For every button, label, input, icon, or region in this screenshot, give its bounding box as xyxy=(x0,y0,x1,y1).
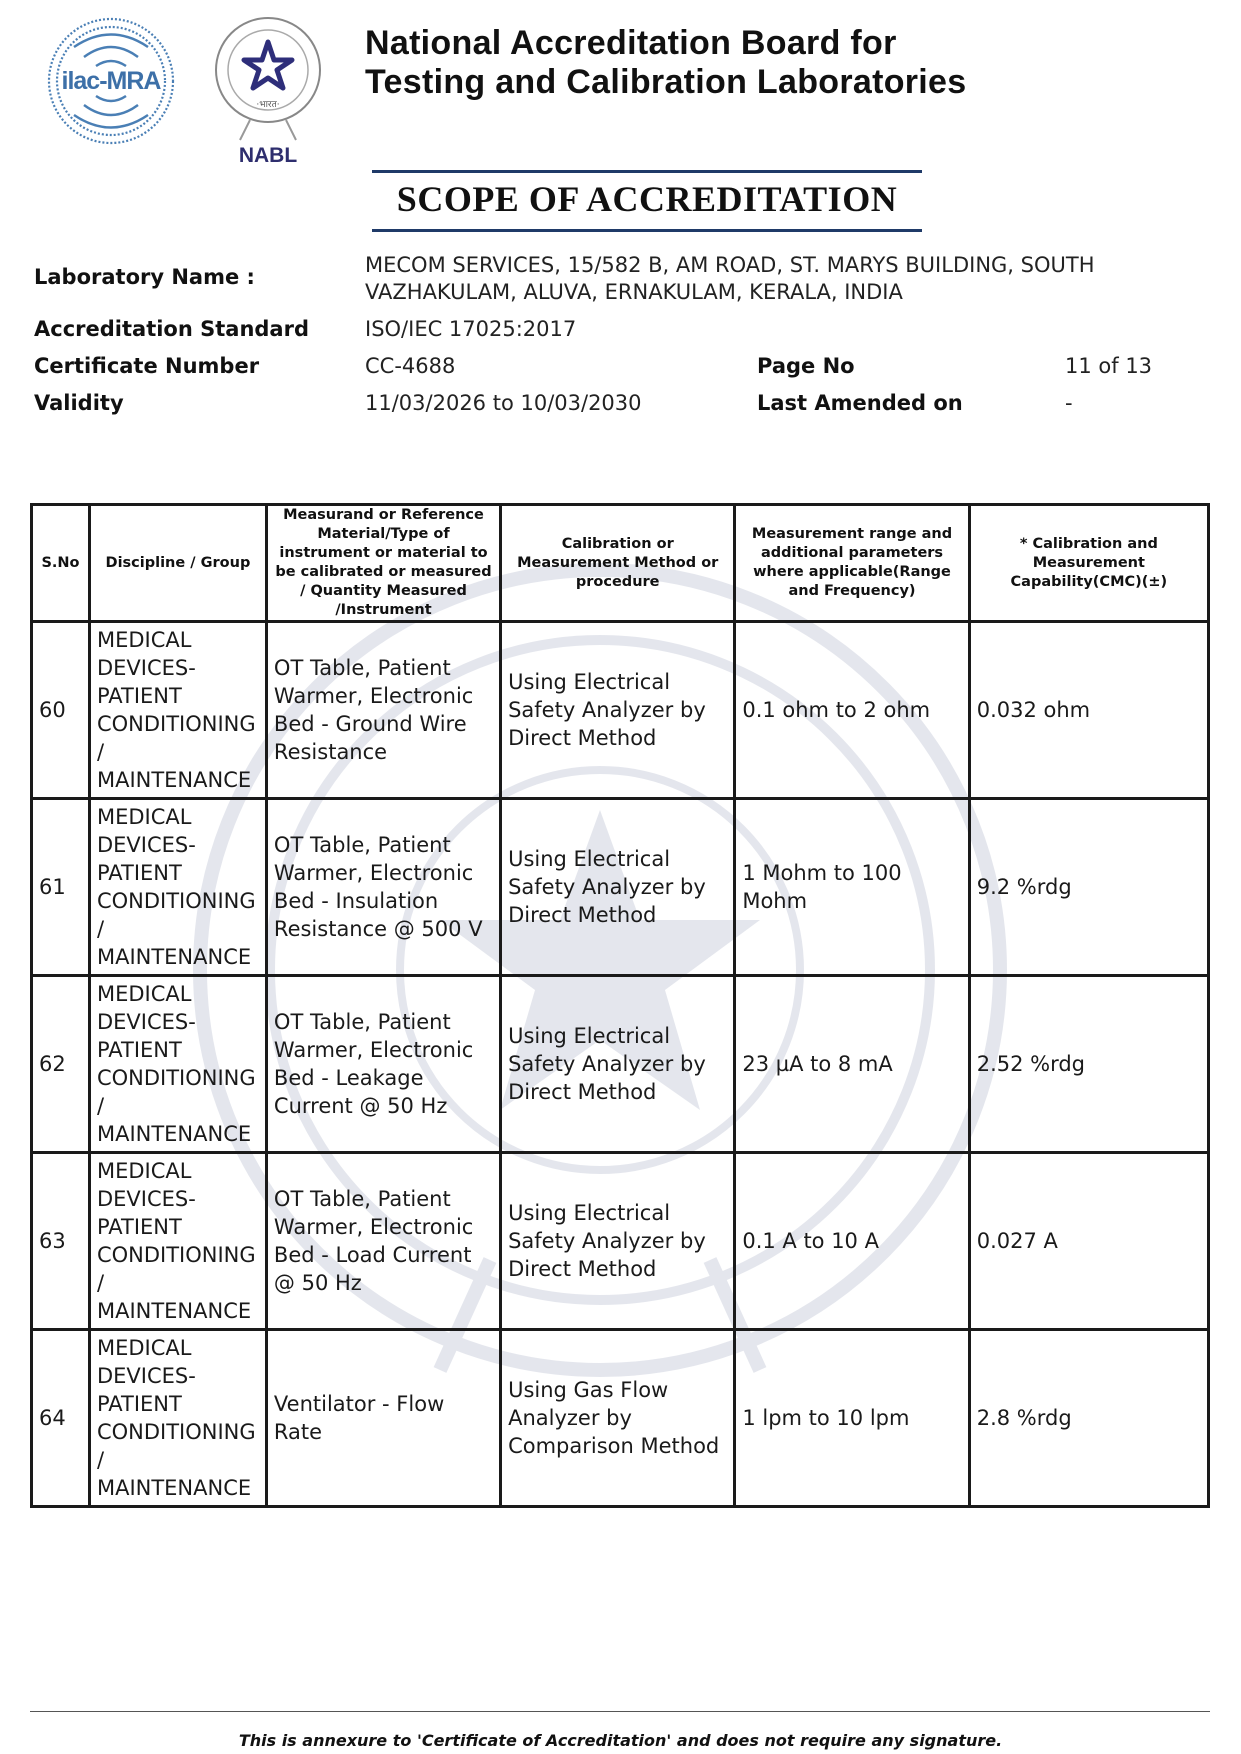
cell-cmc: 0.027 A xyxy=(969,1153,1208,1330)
standard-label: Accreditation Standard xyxy=(34,317,309,341)
table-row xyxy=(32,1153,1209,1330)
cell-method: Using Gas Flow Analyzer by Comparison Method xyxy=(501,1330,735,1507)
cell-sno: 64 xyxy=(32,1330,90,1507)
cell-cmc: 2.52 %rdg xyxy=(969,976,1208,1153)
column-header-range: Measurement range and additional parameters where applicable(Range and Frequency) xyxy=(735,505,969,622)
organization-name-line1: National Accreditation Board for xyxy=(365,24,897,62)
organization-name xyxy=(365,24,966,102)
lab-name-value xyxy=(365,252,1095,306)
footer-divider xyxy=(30,1711,1210,1712)
cell-sno: 62 xyxy=(32,976,90,1153)
cell-discipline: MEDICAL DEVICES- PATIENT CONDITIONING / MAINTENANCE xyxy=(89,1330,266,1507)
svg-text:ilac-MRA: ilac-MRA xyxy=(61,67,161,95)
table-row xyxy=(32,622,1209,799)
organization-name-line2: Testing and Calibration Laboratories xyxy=(365,63,967,101)
scope-title-box xyxy=(372,170,922,232)
cell-range: 0.1 A to 10 A xyxy=(735,1153,969,1330)
cell-discipline: MEDICAL DEVICES- PATIENT CONDITIONING / MAINTENANCE xyxy=(89,1153,266,1330)
table-header-row xyxy=(32,505,1209,622)
table-row xyxy=(32,1330,1209,1507)
cell-range: 0.1 ohm to 2 ohm xyxy=(735,622,969,799)
cell-method: Using Electrical Safety Analyzer by Direct Method xyxy=(501,799,735,976)
nabl-logo xyxy=(210,12,326,172)
cell-method: Using Electrical Safety Analyzer by Direct Method xyxy=(501,622,735,799)
cell-sno: 61 xyxy=(32,799,90,976)
cell-cmc: 2.8 %rdg xyxy=(969,1330,1208,1507)
lab-name-line1: MECOM SERVICES, 15/582 B, AM ROAD, ST. MARYS BUILDING, SOUTH xyxy=(365,253,1095,277)
cell-measurand: OT Table, Patient Warmer, Electronic Bed - Insulation Resistance @ 500 V xyxy=(266,799,500,976)
lab-name-label: Laboratory Name : xyxy=(34,265,255,289)
column-header-measurand: Measurand or Reference Material/Type of instrument or material to be calibrated or measured / Quantity Measured /Instrument xyxy=(266,505,500,622)
last-amended-value: - xyxy=(1065,391,1073,415)
cell-sno: 63 xyxy=(32,1153,90,1330)
standard-value: ISO/IEC 17025:2017 xyxy=(365,317,577,341)
validity-label: Validity xyxy=(34,391,124,415)
column-header-discipline: Discipline / Group xyxy=(89,505,266,622)
cell-measurand: OT Table, Patient Warmer, Electronic Bed - Load Current @ 50 Hz xyxy=(266,1153,500,1330)
column-header-sno: S.No xyxy=(32,505,90,622)
cell-discipline: MEDICAL DEVICES- PATIENT CONDITIONING / MAINTENANCE xyxy=(89,799,266,976)
certificate-label: Certificate Number xyxy=(34,354,260,378)
cell-range: 23 µA to 8 mA xyxy=(735,976,969,1153)
validity-value: 11/03/2026 to 10/03/2030 xyxy=(365,391,642,415)
column-header-method: Calibration or Measurement Method or procedure xyxy=(501,505,735,622)
table-row xyxy=(32,799,1209,976)
cell-range: 1 Mohm to 100 Mohm xyxy=(735,799,969,976)
last-amended-label: Last Amended on xyxy=(757,391,963,415)
svg-text:·भारत·: ·भारत· xyxy=(256,100,280,110)
cell-cmc: 9.2 %rdg xyxy=(969,799,1208,976)
footer-note: This is annexure to 'Certificate of Accreditation' and does not require any signature. xyxy=(238,1731,1003,1750)
lab-name-line2: VAZHAKULAM, ALUVA, ERNAKULAM, KERALA, INDIA xyxy=(365,280,903,304)
ilac-mra-logo xyxy=(44,12,178,150)
cell-measurand: Ventilator - Flow Rate xyxy=(266,1330,500,1507)
scope-table xyxy=(30,503,1210,1508)
svg-text:NABL: NABL xyxy=(238,144,298,167)
cell-sno: 60 xyxy=(32,622,90,799)
page-label: Page No xyxy=(757,354,855,378)
scope-title: SCOPE OF ACCREDITATION xyxy=(396,179,898,219)
cell-discipline: MEDICAL DEVICES- PATIENT CONDITIONING / MAINTENANCE xyxy=(89,976,266,1153)
cell-method: Using Electrical Safety Analyzer by Direct Method xyxy=(501,1153,735,1330)
cell-method: Using Electrical Safety Analyzer by Direct Method xyxy=(501,976,735,1153)
cell-discipline: MEDICAL DEVICES- PATIENT CONDITIONING / MAINTENANCE xyxy=(89,622,266,799)
page-value: 11 of 13 xyxy=(1065,354,1153,378)
table-row xyxy=(32,976,1209,1153)
column-header-cmc: * Calibration and Measurement Capability(CMC)(±) xyxy=(969,505,1208,622)
certificate-value: CC-4688 xyxy=(365,354,456,378)
cell-cmc: 0.032 ohm xyxy=(969,622,1208,799)
cell-range: 1 lpm to 10 lpm xyxy=(735,1330,969,1507)
cell-measurand: OT Table, Patient Warmer, Electronic Bed - Leakage Current @ 50 Hz xyxy=(266,976,500,1153)
cell-measurand: OT Table, Patient Warmer, Electronic Bed - Ground Wire Resistance xyxy=(266,622,500,799)
